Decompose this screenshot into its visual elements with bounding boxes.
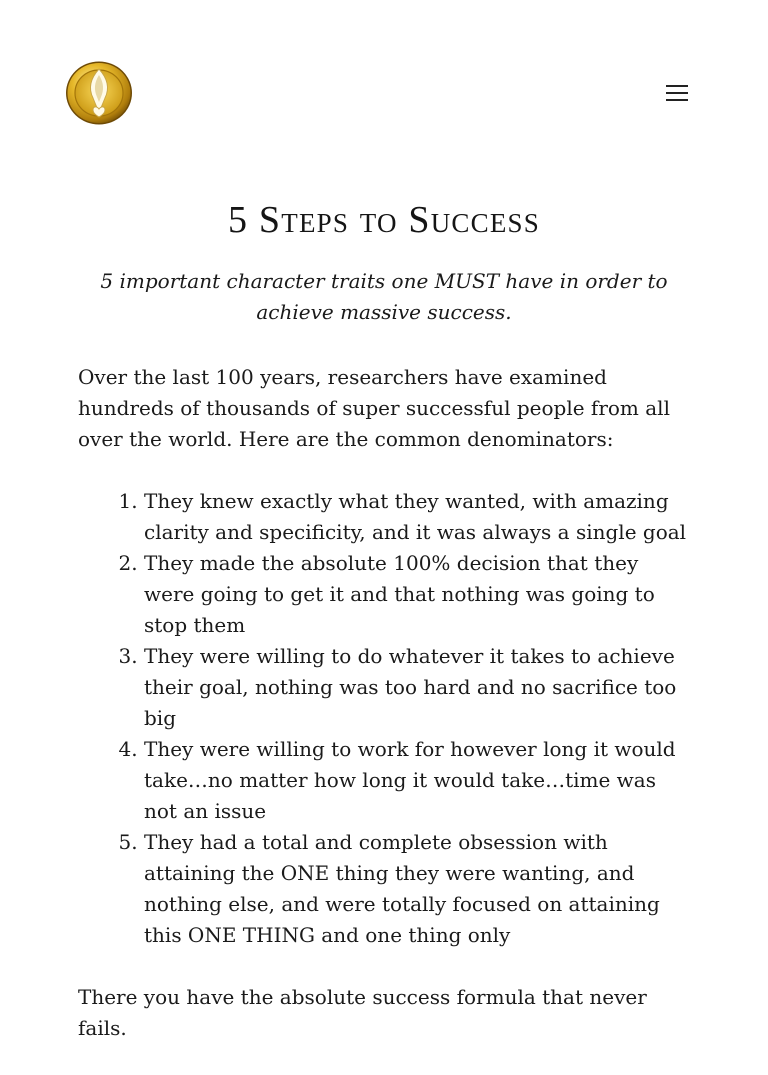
conclusion-paragraph: There you have the absolute success formula that never fails. xyxy=(78,985,647,1040)
hamburger-line xyxy=(666,92,688,94)
menu-button[interactable] xyxy=(662,80,692,106)
page-subtitle: 5 important character traits one MUST have in order to achieve massive success. xyxy=(100,269,668,324)
gold-emblem-logo-icon xyxy=(64,60,134,126)
list-item: 4. They were willing to work for however long it would take…no matter how long it would take…time was not an issue xyxy=(144,734,692,827)
site-header xyxy=(0,0,768,180)
list-item: 3. They were willing to do whatever it takes to achieve their goal, nothing was too hard and no sacrifice too big xyxy=(144,641,692,734)
page-title: 5 Steps to Success xyxy=(228,199,540,241)
hamburger-line xyxy=(666,99,688,101)
site-logo[interactable] xyxy=(64,60,134,126)
list-item: 5. They had a total and complete obsession with attaining the ONE thing they were wanting, and nothing else, and were totally focused on attaining this ONE THING and one thing only xyxy=(144,827,692,951)
list-item: 2. They made the absolute 100% decision that they were going to get it and that nothing was going to stop them xyxy=(144,548,692,641)
intro-paragraph: Over the last 100 years, researchers have examined hundreds of thousands of super successful people from all over the world. Here are the common denominators: xyxy=(78,365,670,451)
hamburger-menu-icon xyxy=(666,85,688,87)
article-body xyxy=(78,362,692,1075)
list-item: 1. They knew exactly what they wanted, with amazing clarity and specificity, and it was always a single goal xyxy=(144,486,692,548)
steps-list xyxy=(78,486,692,951)
